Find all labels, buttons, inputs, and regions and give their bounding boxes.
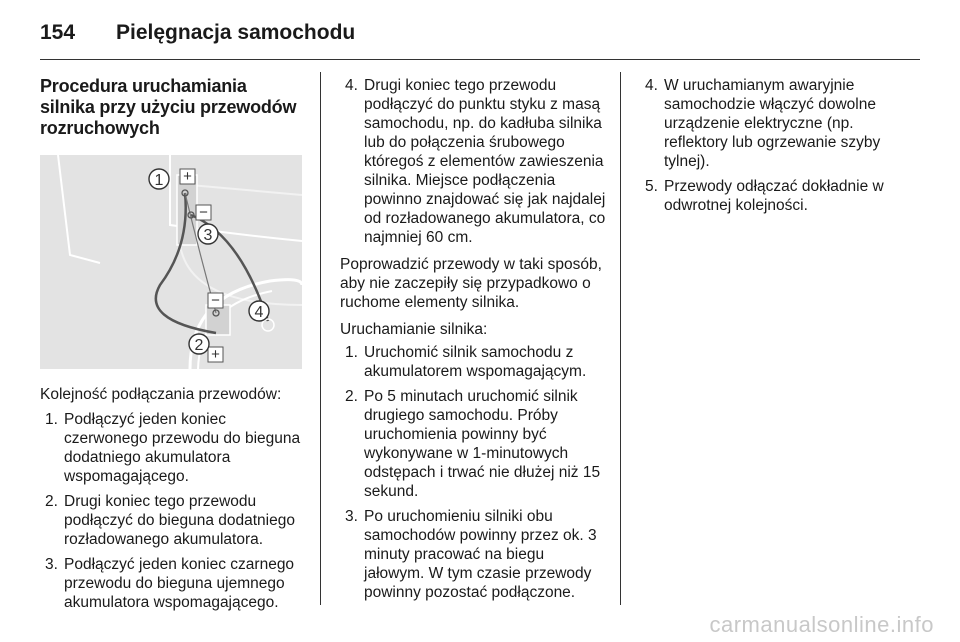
engine-start-intro: Uruchamianie silnika: [340, 321, 488, 338]
list-item-text: Po uruchomieniu silniki obu samochodów powinny przez ok. 3 minuty pracować na biegu jałowym. W tym czasie przewody powinny pozostać podłączone. [364, 508, 597, 601]
column-1 [40, 76, 306, 612]
list-item [340, 387, 606, 501]
page-header-title: Pielęgnacja samochodu [116, 21, 356, 44]
list-item-number: 4. [645, 77, 658, 94]
jump-start-illustration [40, 155, 302, 369]
minus-sign-1: − [199, 204, 208, 221]
list-item [40, 410, 306, 486]
header-divider [40, 59, 920, 60]
booster-battery [177, 175, 197, 245]
callout-4: 4 [254, 304, 264, 321]
list-item [340, 343, 606, 381]
list-item-number: 1. [45, 411, 58, 428]
callout-3: 3 [203, 227, 213, 244]
list-item [640, 177, 900, 215]
section-title: Procedura uruchamiania silnika przy użyciu przewodów rozruchowych [40, 76, 297, 138]
plus-sign-1: + [183, 168, 192, 185]
list-item-number: 2. [45, 493, 58, 510]
column-2 [340, 76, 606, 602]
list-item [640, 76, 900, 171]
list-item-text: Przewody odłączać dokładnie w odwrotnej kolejności. [664, 178, 884, 214]
column-divider-1 [320, 72, 321, 605]
list-item [340, 507, 606, 602]
list-item-number: 4. [345, 77, 358, 94]
list-item-text: Podłączyć jeden koniec czarnego przewodu do bieguna ujemnego akumulatora wspomagającego. [64, 556, 295, 611]
page-number: 154 [40, 21, 76, 44]
watermark: carmanualsonline.info [709, 612, 934, 637]
list-item [340, 76, 606, 247]
plus-sign-2: + [211, 346, 220, 363]
list-item-number: 2. [345, 388, 358, 405]
list-item-number: 5. [645, 178, 658, 195]
list-item-number: 3. [345, 508, 358, 525]
callout-2: 2 [194, 337, 204, 354]
discharged-battery [206, 305, 230, 335]
list-item [40, 555, 306, 612]
minus-sign-2: − [211, 292, 220, 309]
list-item-number: 1. [345, 344, 358, 361]
cable-routing-note: Poprowadzić przewody w taki sposób, aby nie zaczepiły się przypadkowo o ruchome elementy silnika. [340, 256, 602, 311]
column-3 [640, 76, 900, 215]
engine-start-steps-list-continued [640, 76, 900, 215]
list-item-text: Uruchomić silnik samochodu z akumulatorem wspomagającym. [364, 344, 587, 380]
list-item-number: 3. [45, 556, 58, 573]
page-header [40, 12, 920, 52]
connection-steps-list [40, 410, 306, 612]
list-item-text: Drugi koniec tego przewodu podłączyć do punktu styku z masą samochodu, np. do kadłuba silnika lub do połączenia śrubowego któregoś z elementów zawieszenia silnika. Miejsce podłączenia powinno znajdować się jak najdalej od rozładowanego akumulatora, co najmniej 60 cm. [364, 77, 606, 246]
list-item-text: Drugi koniec tego przewodu podłączyć do bieguna dodatniego rozładowanego akumulatora. [64, 493, 295, 548]
list-item [40, 492, 306, 549]
column-divider-2 [620, 72, 621, 605]
list-item-text: Po 5 minutach uruchomić silnik drugiego samochodu. Próby uruchomienia powinny być wykonywane w 1-minutowych odstępach i trwać nie dłużej niż 15 sekund. [364, 388, 601, 500]
list-item-text: W uruchamianym awaryjnie samochodzie włączyć dowolne urządzenie elektryczne (np. reflektory lub ogrzewanie szyby tylnej). [664, 77, 881, 170]
list-item-text: Podłączyć jeden koniec czerwonego przewodu do bieguna dodatniego akumulatora wspomagającego. [64, 411, 301, 485]
connection-steps-list-continued [340, 76, 606, 247]
engine-start-steps-list [340, 343, 606, 602]
connection-order-intro: Kolejność podłączania przewodów: [40, 386, 282, 403]
callout-1: 1 [154, 172, 164, 189]
